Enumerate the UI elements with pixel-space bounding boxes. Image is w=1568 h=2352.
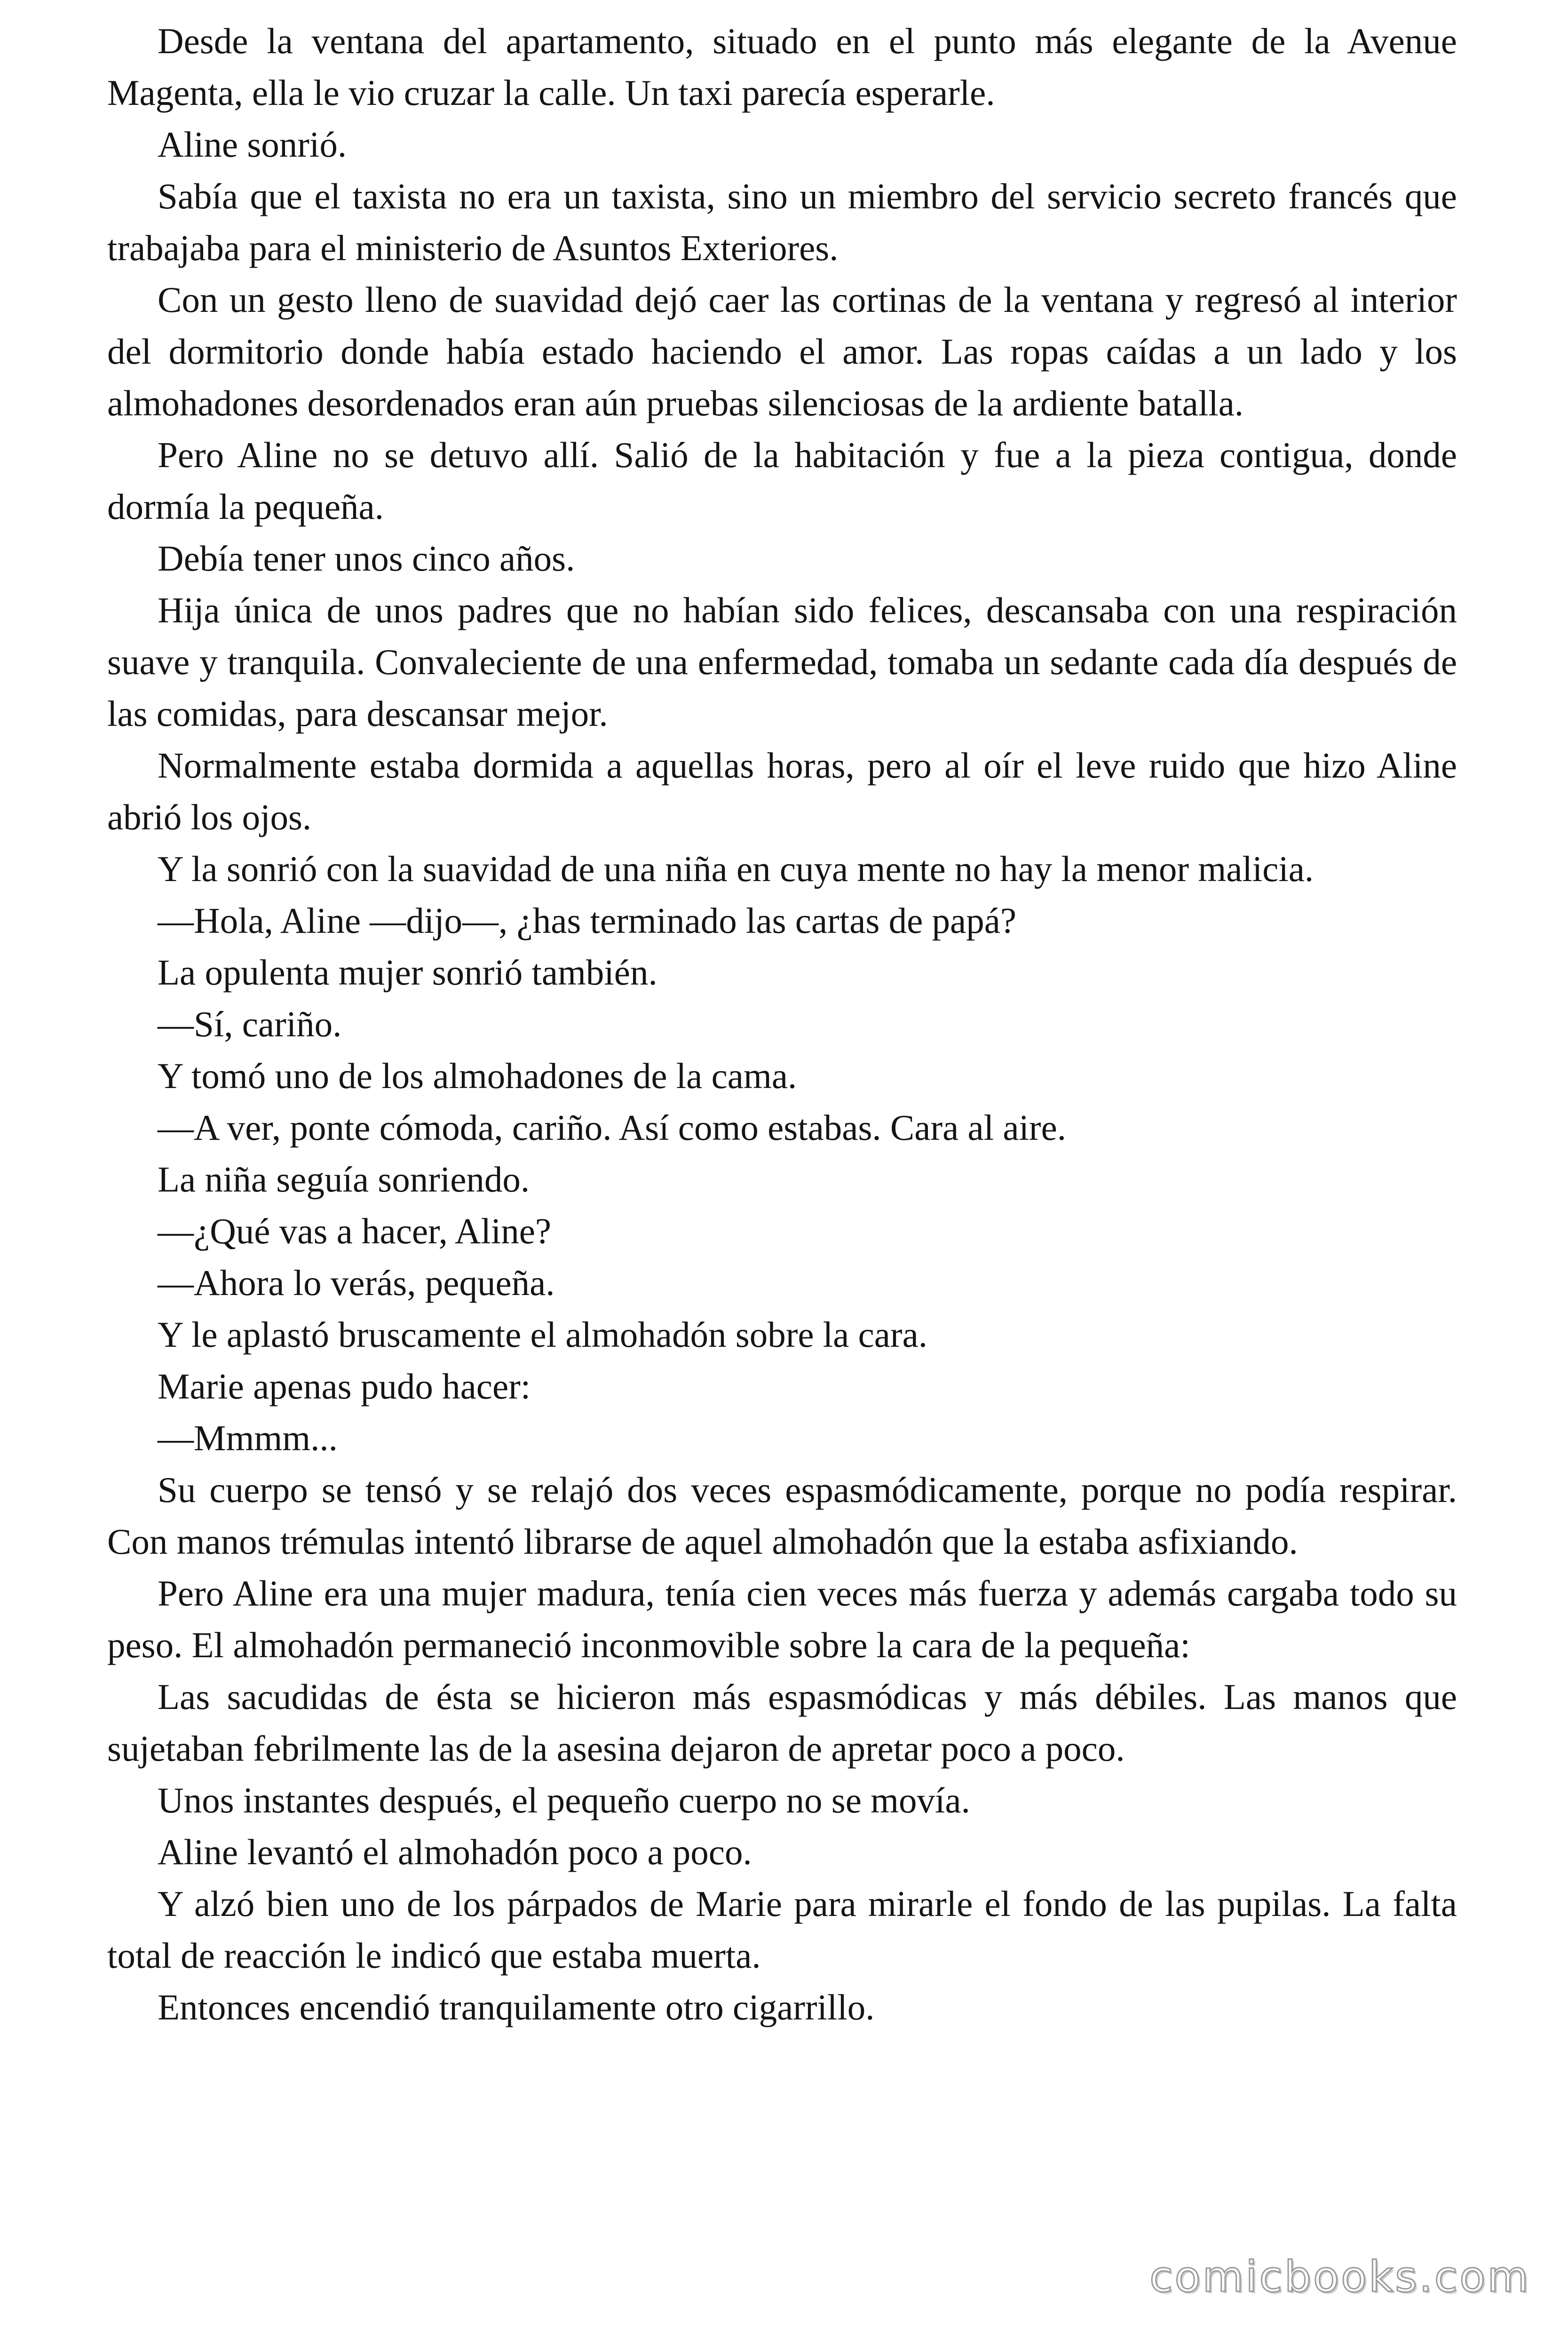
paragraph-8: Normalmente estaba dormida a aquellas horas, pero al oír el leve ruido que hizo Aline abrió los ojos. [107,745,1457,837]
site-watermark: comicbooks.com [1149,2252,1530,2302]
paragraph-4: Con un gesto lleno de suavidad dejó caer las cortinas de la ventana y regresó al interior del dormitorio donde había estado haciendo el amor. Las ropas caídas a un lado y los almohadones desordenados eran aún pruebas silenciosas de la ardiente batalla. [107,279,1457,423]
paragraph-6: Debía tener unos cinco años. [158,538,575,579]
paragraph-26: Y alzó bien uno de los párpados de Marie para mirarle el fondo de las pupilas. La falta total de reacción le indicó que estaba muerta. [107,1883,1457,1976]
paragraph-15: La niña seguía sonriendo. [158,1159,530,1200]
paragraph-1: Desde la ventana del apartamento, situado en el punto más elegante de la Avenue Magenta, ella le vio cruzar la calle. Un taxi parecía esperarle. [107,21,1457,113]
paragraph-14: —A ver, ponte cómoda, cariño. Así como estabas. Cara al aire. [158,1107,1066,1148]
paragraph-18: Y le aplastó bruscamente el almohadón sobre la cara. [158,1314,928,1355]
paragraph-3: Sabía que el taxista no era un taxista, sino un miembro del servicio secreto francés que trabajaba para el ministerio de Asuntos Exteriores. [107,176,1457,268]
paragraph-17: —Ahora lo verás, pequeña. [158,1263,555,1303]
paragraph-11: La opulenta mujer sonrió también. [158,952,657,993]
paragraph-10: —Hola, Aline —dijo—, ¿has terminado las cartas de papá? [158,900,1017,941]
paragraph-23: Las sacudidas de ésta se hicieron más espasmódicas y más débiles. Las manos que sujetaban febrilmente las de la asesina dejaron de apretar poco a poco. [107,1677,1457,1769]
paragraph-27: Entonces encendió tranquilamente otro cigarrillo. [158,1987,875,2027]
paragraph-2: Aline sonrió. [158,124,347,165]
paragraph-13: Y tomó uno de los almohadones de la cama. [158,1056,797,1096]
paragraph-9: Y la sonrió con la suavidad de una niña en cuya mente no hay la menor malicia. [158,849,1314,889]
paragraph-25: Aline levantó el almohadón poco a poco. [158,1832,752,1872]
paragraph-5: Pero Aline no se detuvo allí. Salió de la habitación y fue a la pieza contigua, donde dormía la pequeña. [107,435,1457,527]
paragraph-16: —¿Qué vas a hacer, Aline? [158,1211,552,1251]
paragraph-21: Su cuerpo se tensó y se relajó dos veces espasmódicamente, porque no podía respirar. Con manos trémulas intentó librarse de aquel almohadón que la estaba asfixiando. [107,1470,1457,1562]
paragraph-19: Marie apenas pudo hacer: [158,1366,531,1406]
paragraph-20: —Mmmm... [158,1418,338,1458]
book-page-body [107,15,1457,2033]
paragraph-12: —Sí, cariño. [158,1004,342,1044]
paragraph-7: Hija única de unos padres que no habían sido felices, descansaba con una respiración suave y tranquila. Convaleciente de una enfermedad, tomaba un sedante cada día después de las comidas, para descansar mejor. [107,590,1457,734]
paragraph-24: Unos instantes después, el pequeño cuerpo no se movía. [158,1780,970,1820]
paragraph-22: Pero Aline era una mujer madura, tenía cien veces más fuerza y además cargaba todo su peso. El almohadón permaneció inconmovible sobre la cara de la pequeña: [107,1573,1457,1665]
